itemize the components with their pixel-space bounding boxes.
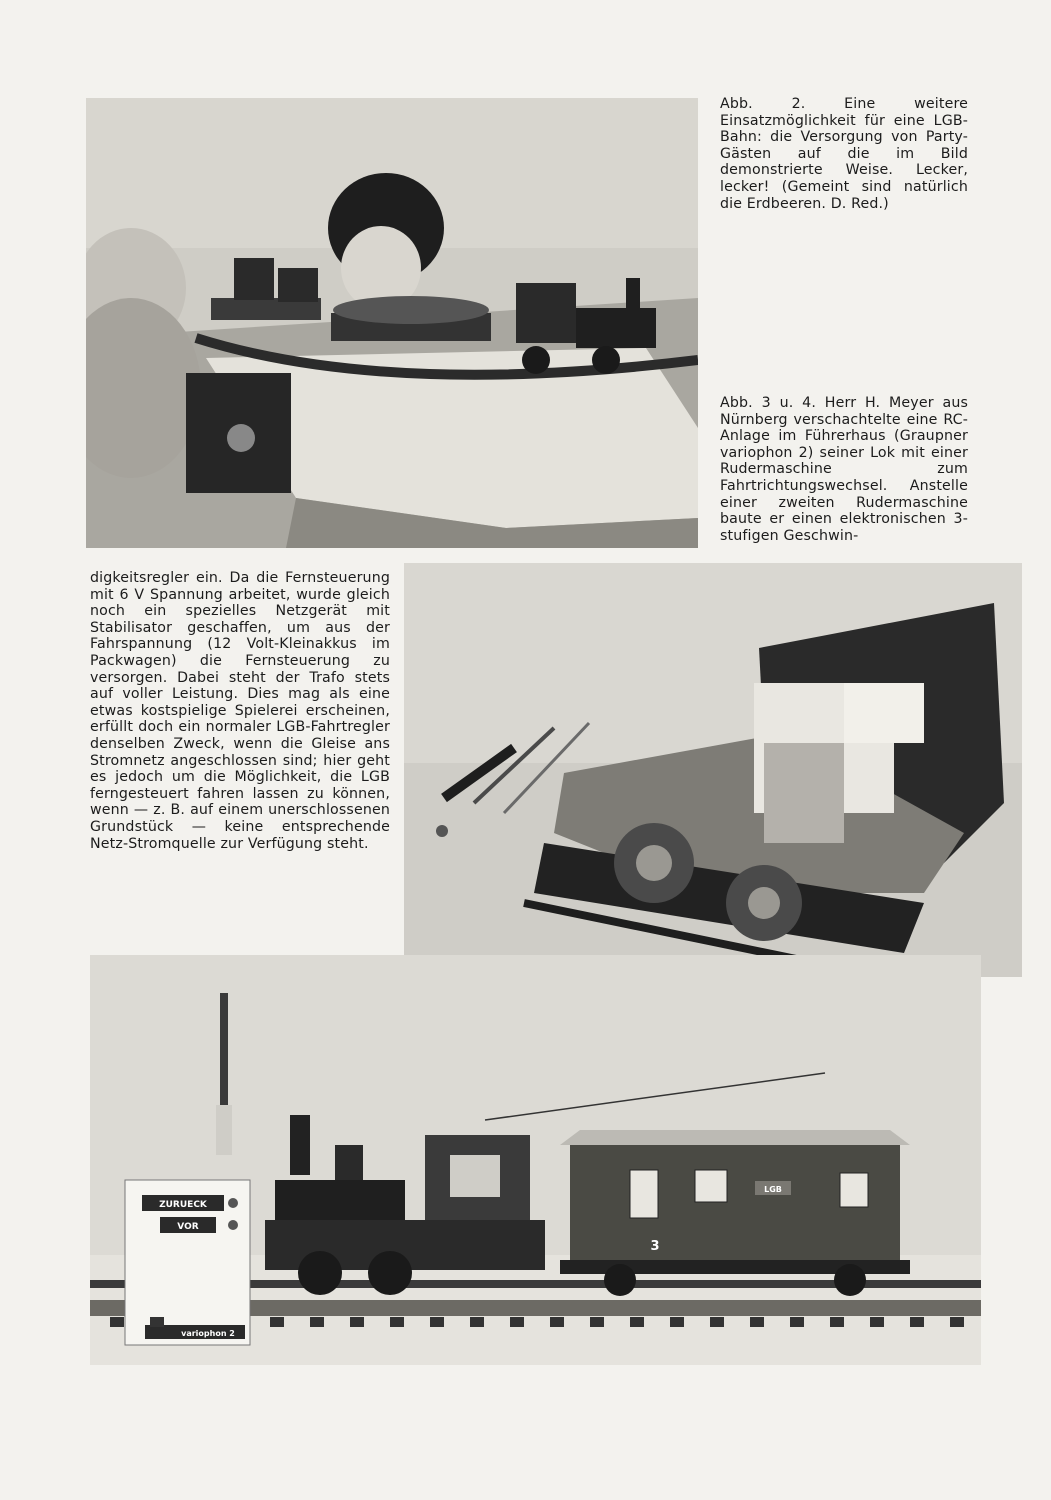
caption-abb-2-text: Abb. 2. Eine weitere Einsatzmöglichkeit für eine LGB-Bahn: die Versorgung von Party-Gästen auf die im Bild demonstrierte Weise. Lecker, lecker! (Gemeint sind natürlich die Erdbeeren. D. Red.) bbox=[720, 96, 968, 212]
photo-loco-chassis bbox=[404, 563, 1022, 977]
article-paragraph: digkeitsregler ein. Da die Fernsteuerung mit 6 V Spannung arbeitet, wurde gleich noch ein spezielles Netzgerät mit Stabilisator geschaffen, um aus der Fahrspannung (12 Volt-Kleinakkus im Packwagen) die Fernsteuerung zu versorgen. Dabei steht der Trafo stets auf voller Leistung. Dies mag als eine etwas kostspielige Spielerei erscheinen, erfüllt doch ein normaler LGB-Fahrtregler denselben Zweck, wenn die Gleise ans Stromnetz angeschlossen sind; hier geht es jedoch um die Möglichkeit, die LGB ferngesteuert fahren lassen zu können, wenn — z. B. auf einem unerschlossenen Grundstück — keine entsprechende Netz-Stromquelle zur Verfügung steht. bbox=[90, 570, 390, 852]
caption-abb-3-4 bbox=[720, 395, 968, 544]
article-body-text bbox=[90, 570, 390, 852]
photo-transmitter-and-train bbox=[90, 955, 981, 1365]
caption-abb-3-4-text: Abb. 3 u. 4. Herr H. Meyer aus Nürnberg verschachtelte eine RC-Anlage im Führerhaus (Graupner variophon 2) seiner Lok mit einer Rudermaschine zum Fahrtrichtungswechsel. Anstelle einer zweiten Rudermaschine baute er einen elektronischen 3-stufigen Geschwin- bbox=[720, 395, 968, 544]
transmitter-brand-label: variophon 2 bbox=[181, 1329, 235, 1338]
wagon-badge-label: LGB bbox=[764, 1185, 782, 1194]
transmitter-back-label: ZURUECK bbox=[159, 1200, 207, 1210]
caption-abb-2 bbox=[720, 96, 968, 212]
photo-party-train bbox=[86, 98, 698, 548]
transmitter-forward-label: VOR bbox=[177, 1222, 199, 1232]
wagon-number-label: 3 bbox=[650, 1239, 660, 1254]
